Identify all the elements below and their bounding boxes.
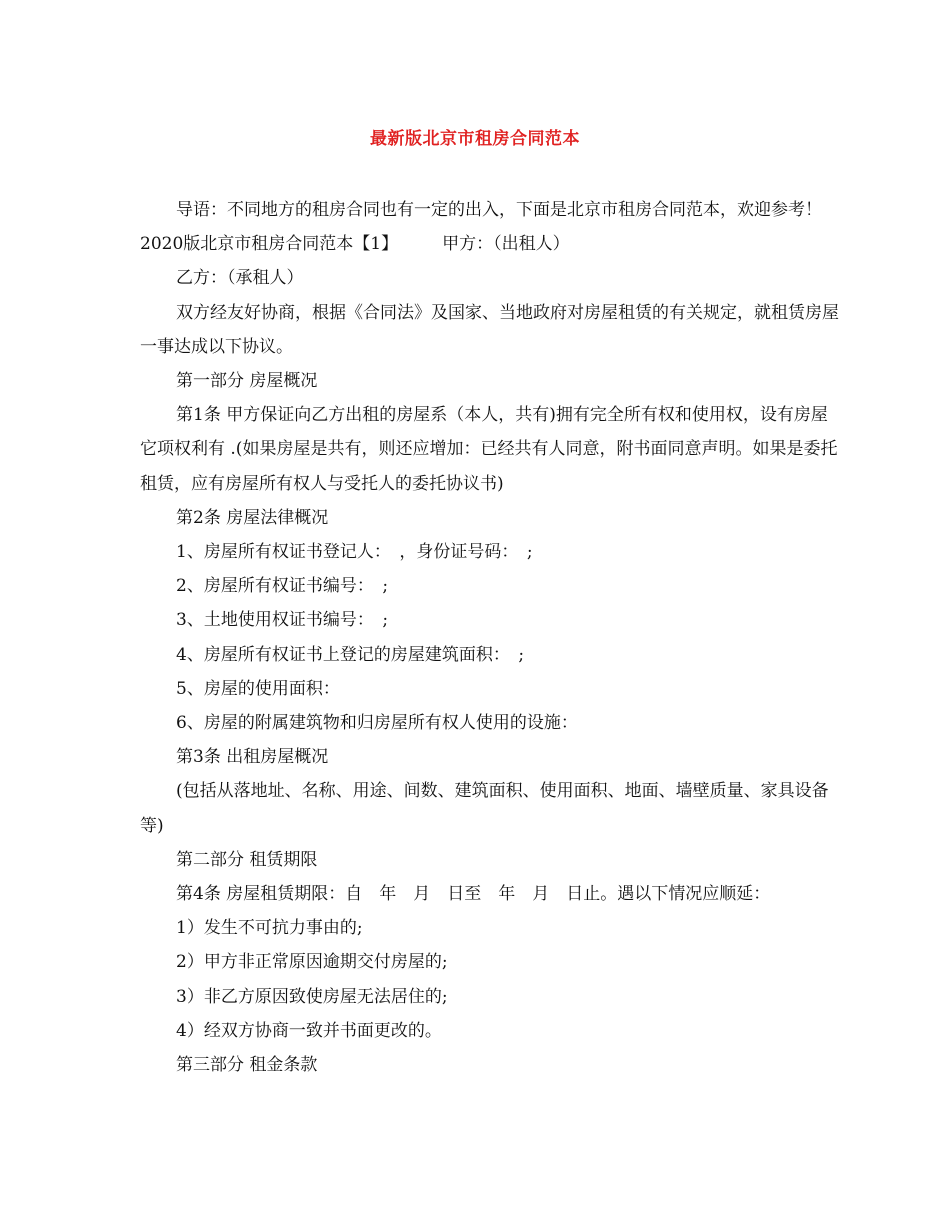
article-2-item: 4、房屋所有权证书上登记的房屋建筑面积： ; (176, 644, 525, 665)
article-2-item: 2、房屋所有权证书编号： ; (176, 576, 389, 597)
article-2-title: 第2条 房屋法律概况 (176, 507, 329, 528)
preamble-paragraph: 双方经友好协商，根据《合同法》及国家、当地政府对房屋租赁的有关规定，就租赁房屋一事达成以下协议。 (140, 302, 839, 357)
document-title: 最新版北京市租房合同范本 (370, 129, 580, 149)
article-4-item: 4）经双方协商一致并书面更改的。 (176, 1020, 442, 1041)
part-1-title: 第一部分 房屋概况 (176, 371, 318, 392)
article-4-item: 2）甲方非正常原因逾期交付房屋的; (176, 952, 448, 973)
party-b-label: 乙方：（承租人） (176, 268, 304, 289)
article-2-item: 6、房屋的附属建筑物和归房屋所有权人使用的设施： (176, 713, 578, 734)
article-2-item: 1、房屋所有权证书登记人： ，身份证号码： ; (176, 542, 533, 563)
article-2-item: 5、房屋的使用面积： (176, 678, 340, 699)
article-4-item: 1）发生不可抗力事由的; (176, 918, 363, 939)
contract-heading: 2020版北京市租房合同范本【1】 (140, 234, 399, 255)
article-3-detail: (包括从落地址、名称、用途、间数、建筑面积、使用面积、地面、墙壁质量、家具设备等) (140, 781, 829, 836)
part-3-title: 第三部分 租金条款 (176, 1055, 318, 1076)
article-4: 第4条 房屋租赁期限：自 年 月 日至 年 月 日止。遇以下情况应顺延： (176, 884, 771, 905)
article-1: 第1条 甲方保证向乙方出租的房屋系（本人，共有)拥有完全所有权和使用权，设有房屋它项权利有 .(如果房屋是共有，则还应增加：已经共有人同意，附书面同意声明。如果是委托租赁，应有房屋所有权人与受托人的委托协议书) (140, 405, 838, 494)
document-body (140, 193, 840, 1082)
article-3-title: 第3条 出租房屋概况 (176, 747, 329, 768)
party-a-label: 甲方：（出租人） (442, 234, 570, 255)
article-4-item: 3）非乙方原因致使房屋无法居住的; (176, 986, 448, 1007)
intro-paragraph: 导语：不同地方的租房合同也有一定的出入，下面是北京市租房合同范本，欢迎参考！ (176, 200, 822, 220)
contract-heading-line (140, 227, 840, 261)
part-2-title: 第二部分 租赁期限 (176, 849, 318, 870)
article-2-item: 3、土地使用权证书编号： ; (176, 610, 389, 631)
